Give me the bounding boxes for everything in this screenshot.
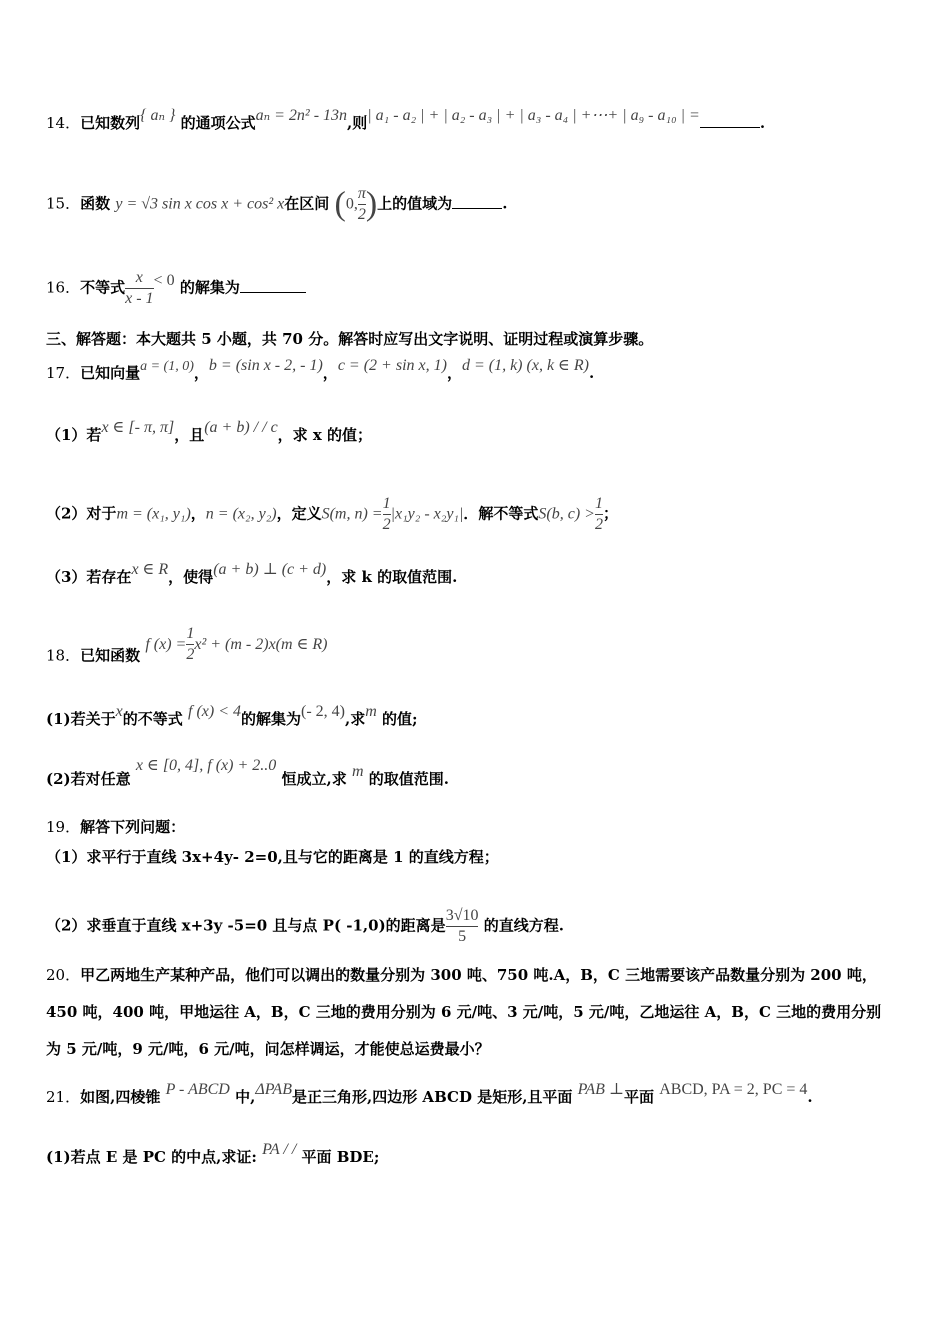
question-20 (46, 957, 910, 1068)
text: ，定义 (276, 504, 322, 523)
text: 函数 (80, 194, 111, 213)
question-15 (46, 184, 910, 225)
text: 如图,四棱锥 (80, 1088, 161, 1106)
part-label: （1）若 (46, 426, 102, 444)
text: ， (446, 364, 462, 382)
question-18-part-1 (46, 703, 910, 731)
math-expression: x² + (m - 2)x(m ∈ R) (194, 635, 328, 653)
numerator: 1 (382, 495, 391, 512)
text: 是正三角形,四边形 ABCD 是矩形,且平面 (291, 1088, 573, 1106)
answer-blank[interactable] (452, 193, 502, 209)
question-17 (46, 357, 910, 386)
math-expression: S(m, n) = (321, 505, 383, 523)
denominator: 2 (357, 206, 366, 223)
text: . (588, 364, 595, 382)
numerator: 1 (594, 495, 603, 512)
text: ,则 (347, 114, 368, 132)
denominator: 2 (186, 646, 195, 663)
question-18-part-2 (46, 757, 910, 791)
question-21-part-1 (46, 1141, 910, 1169)
text: 已知数列 (80, 114, 141, 132)
text: ， (322, 364, 338, 382)
vector-c: c = (2 + sin x, 1) (337, 357, 447, 374)
text-line: 为 5 元/吨，9 元/吨，6 元/吨，问怎样调运，才能使总运费最小？ (46, 1040, 490, 1058)
math-expression: f (x) < 4 (188, 703, 241, 720)
math-expression: x (115, 703, 123, 720)
part-label: （3）若存在 (46, 568, 132, 586)
question-19-part-1: （1）求平行于直线 3x+4y- 2=0,且与它的距离是 1 的直线方程； (46, 848, 499, 866)
text: ，且 (174, 426, 205, 444)
question-number: 14． (46, 114, 81, 132)
text-line: 450 吨，400 吨，甲地运往 A，B，C 三地的费用分别为 6 元/吨、3 元/吨，5 元/吨，乙地运往 A，B，C 三地的费用分别 (46, 1003, 882, 1021)
math-expression: |x₁y₂ - x₂y₁| (390, 505, 464, 523)
math-expression: ABCD, PA = 2, PC = 4 (659, 1081, 808, 1098)
question-17-part-2 (46, 494, 910, 535)
question-number: 15． (46, 194, 81, 213)
text: ， (190, 504, 206, 523)
text: ，求 k 的取值范围. (326, 568, 458, 586)
text: 的通项公式 (180, 114, 256, 132)
denominator: 2 (382, 516, 391, 533)
math-expression: P - ABCD (165, 1081, 230, 1098)
text: ， (193, 364, 209, 382)
question-14 (46, 107, 910, 135)
answer-blank[interactable] (240, 277, 306, 293)
question-number: 19． (46, 818, 81, 836)
numerator: π (357, 185, 366, 202)
text: 平面 (623, 1088, 654, 1106)
text-line: 甲乙两地生产某种产品，他们可以调出的数量分别为 300 吨、750 吨.A，B，C 三地需要该产品数量分别为 200 吨， (80, 966, 877, 984)
numerator: x (135, 269, 143, 286)
text: 平面 BDE; (301, 1148, 380, 1166)
math-expression: aₙ = 2n² - 13n (255, 107, 348, 124)
question-number: 18． (46, 646, 81, 665)
text: 在区间 (284, 194, 330, 213)
text: . (807, 1088, 813, 1106)
math-expression: n = (x₂, y₂) (205, 505, 277, 523)
text: （2）求垂直于直线 x+3y -5=0 且与点 P( -1,0)的距离是 (46, 916, 446, 935)
part-label: (1)若关于 (46, 710, 116, 728)
text: 的直线方程. (483, 916, 564, 935)
text: . (502, 194, 508, 213)
text: 的不等式 (122, 710, 183, 728)
denominator: 2 (594, 516, 603, 533)
text: . (759, 114, 766, 132)
text: 的取值范围. (368, 770, 450, 788)
question-17-part-1 (46, 419, 910, 447)
text: 的解集为 (179, 278, 240, 297)
question-21 (46, 1081, 910, 1109)
question-16 (46, 268, 910, 309)
math-expression: m (351, 763, 364, 780)
math-expression: (a + b) ⊥ (c + d) (213, 561, 327, 578)
part-label: （2）对于 (46, 504, 117, 523)
question-number: 17． (46, 364, 81, 382)
math-expression: ΔPAB (255, 1081, 292, 1098)
math-expression: (- 2, 4) (301, 703, 345, 720)
fraction (125, 268, 153, 309)
text: 已知函数 (80, 646, 141, 665)
text: ．解不等式 (463, 504, 539, 523)
fraction (358, 184, 366, 225)
text: 中, (235, 1088, 256, 1106)
math-expression: x ∈ R (131, 561, 169, 578)
question-19 (46, 816, 910, 838)
denominator: 5 (458, 928, 467, 945)
fraction (383, 494, 391, 535)
math-expression: y = √3 sin x cos x + cos² x (115, 195, 285, 213)
math-expression: | a₁ - a₂ | + | a₂ - a₃ | + | a₃ - a₄ | +⋯+ | a₉ - a₁₀ | = (367, 107, 700, 124)
question-number: 20． (46, 966, 81, 984)
text: 的值; (382, 710, 418, 728)
text: ； (602, 504, 618, 523)
vector-b: b = (sin x - 2, - 1) (208, 357, 323, 374)
part-label: (2)若对任意 (46, 770, 131, 788)
math-expression: m = (x₁, y₁) (116, 505, 191, 523)
text: ，使得 (168, 568, 214, 586)
fraction (595, 494, 603, 535)
fraction (446, 906, 479, 947)
text: 不等式 (80, 278, 126, 297)
question-18 (46, 625, 910, 677)
vector-a: a = (1, 0) (140, 359, 194, 374)
math-paren: ) (365, 185, 378, 223)
text: 上的值域为 (377, 194, 453, 213)
denominator: x - 1 (125, 290, 154, 307)
numerator: 3√10 (445, 907, 479, 924)
question-number: 16． (46, 278, 81, 297)
math-expression: f (x) = (145, 635, 187, 653)
part-label: (1)若点 E 是 PC 的中点,求证: (46, 1148, 257, 1166)
math-expression: S(b, c) > (538, 505, 595, 523)
text: ，求 x 的值； (277, 426, 373, 444)
math-expression: m (365, 703, 377, 720)
text: 恒成立,求 (281, 770, 347, 788)
question-19-part-2 (46, 906, 910, 947)
math-expression: < 0 (153, 271, 175, 289)
math-expression: { aₙ } (140, 107, 176, 124)
numerator: 1 (186, 625, 195, 642)
text: 的解集为 (241, 710, 302, 728)
math-expression: x ∈ [- π, π] (101, 419, 175, 436)
math-expression: 0, (345, 195, 358, 213)
text: ,求 (345, 710, 366, 728)
math-expression: x ∈ [0, 4], f (x) + 2..0 (135, 757, 277, 774)
vector-d: d = (1, k) (x, k ∈ R) (461, 357, 589, 374)
math-expression: PA / / (262, 1141, 297, 1158)
text: 解答下列问题： (80, 818, 186, 836)
math-expression: (a + b) / / c (204, 419, 278, 436)
section-heading: 三、解答题：本大题共 5 小题，共 70 分。解答时应写出文字说明、证明过程或演算步骤。 (46, 330, 654, 348)
text: 已知向量 (80, 364, 141, 382)
question-number: 21． (46, 1088, 81, 1106)
math-expression: PAB ⊥ (577, 1081, 624, 1098)
answer-blank[interactable] (700, 112, 760, 128)
question-17-part-3 (46, 561, 910, 589)
math-paren: ( (334, 185, 346, 223)
